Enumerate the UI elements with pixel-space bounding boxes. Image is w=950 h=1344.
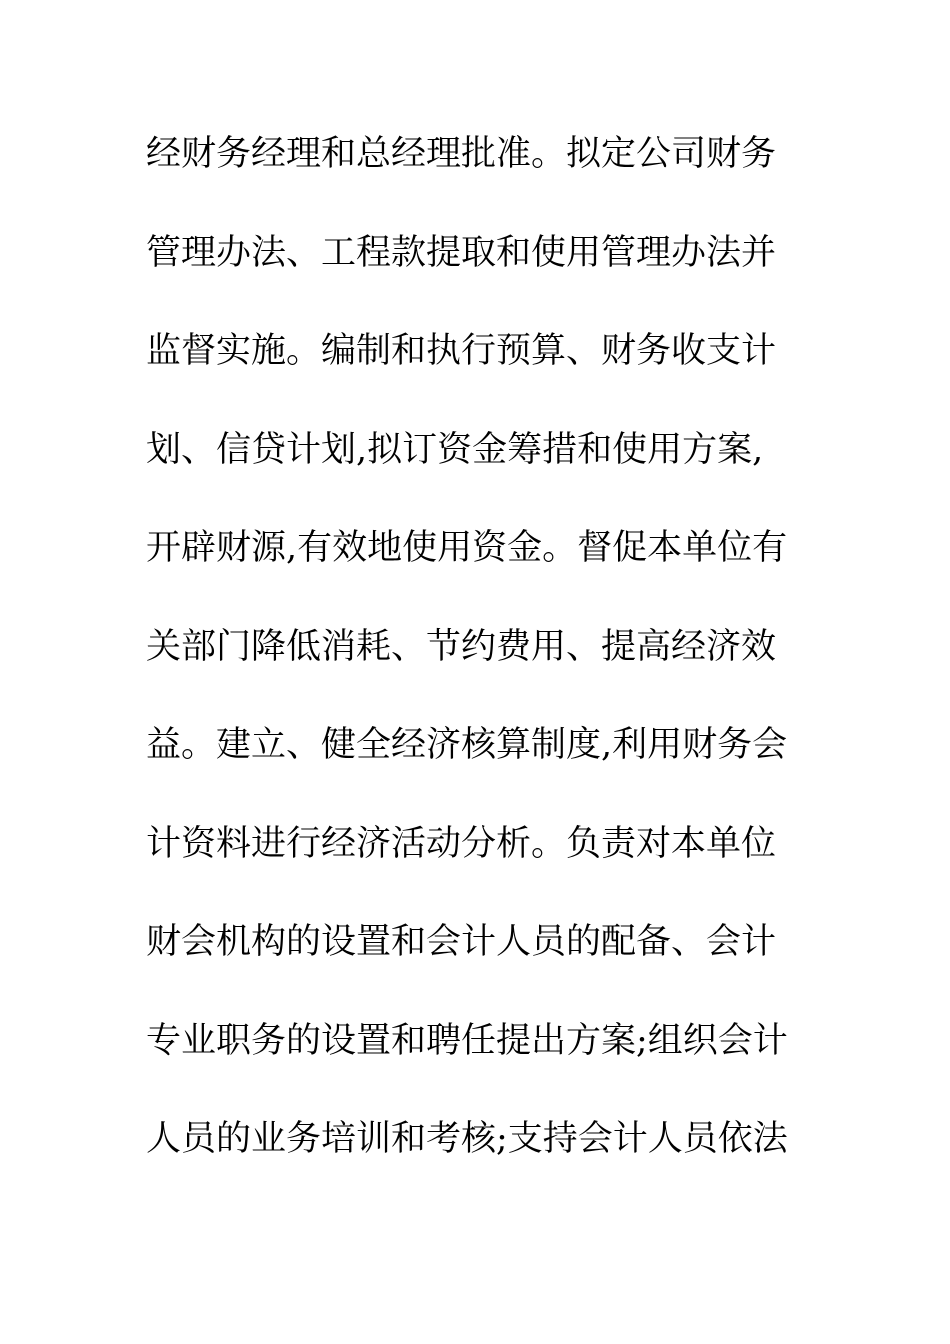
text-line: 管理办法、工程款提取和使用管理办法并 [146, 232, 777, 273]
text-line: 财会机构的设置和会计人员的配备、会计 [146, 922, 777, 962]
body-text [146, 124, 806, 1208]
text-line: 人员的业务培训和考核;支持会计人员依法 [146, 1119, 788, 1159]
text-line: 专业职务的设置和聘任提出方案;组织会计 [146, 1020, 788, 1061]
text-line: 划、信贷计划,拟订资金筹措和使用方案, [146, 429, 764, 470]
text-line: 开辟财源,有效地使用资金。督促本单位有 [146, 528, 788, 568]
text-line: 关部门降低消耗、节约费用、提高经济效 [146, 626, 777, 667]
text-line: 经财务经理和总经理批准。拟定公司财务 [146, 134, 777, 174]
text-line: 监督实施。编制和执行预算、财务收支计 [146, 331, 777, 371]
text-line: 计资料进行经济活动分析。负责对本单位 [146, 823, 777, 864]
text-line: 益。建立、健全经济核算制度,利用财务会 [146, 725, 788, 765]
